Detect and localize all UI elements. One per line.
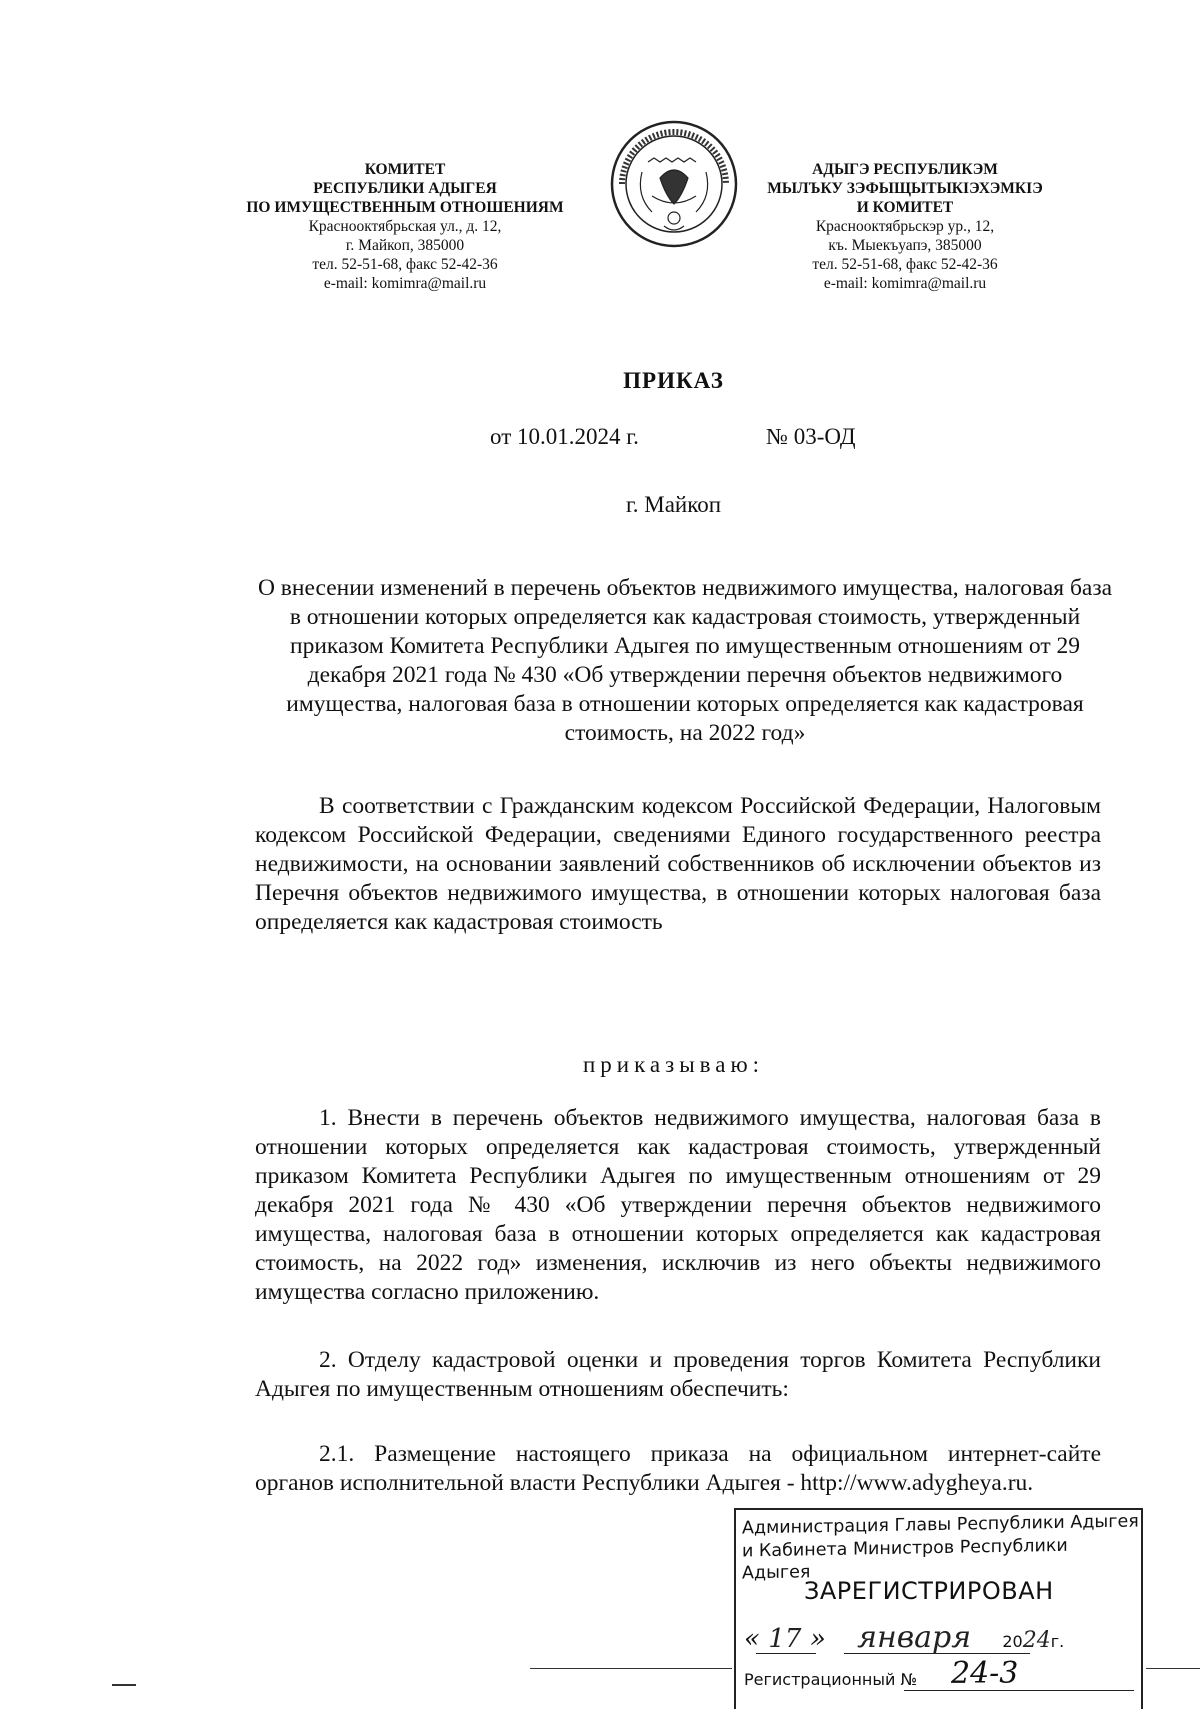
stamp-month: января [857, 1620, 972, 1655]
scan-line [530, 1668, 732, 1669]
header-right-address2: къ. Мыекъуапэ, 385000 [828, 237, 982, 254]
stamp-day: 17 [768, 1624, 802, 1654]
order-word: приказываю: [582, 1052, 765, 1077]
header-right [745, 160, 1065, 293]
document-title: ПРИКАЗ [623, 368, 724, 393]
order-number: № 03-ОД [766, 424, 856, 449]
adygea-coat-of-arms-icon [608, 118, 740, 250]
item-2-text: 2. Отделу кадастровой оценки и проведения торгов Комитета Республики Адыгея по имущественным отношениям обеспечить: [255, 1347, 1101, 1402]
stamp-line2: и Кабинета Министров Республики Адыгея [742, 1535, 1068, 1584]
item-1-paragraph [255, 1104, 1101, 1307]
item-2-paragraph [255, 1346, 1101, 1404]
item-1-text: 1. Внести в перечень объектов недвижимого имущества, налоговая база в отношении которых определяется как кадастровая стоимость, утвержденный приказом Комитета Республики Адыгея по имущественным отношениям от 29 декабря 2021 года № 430 «Об утверждении перечня объектов недвижимого имущества, налоговая база в отношении которых определяется как кадастровая стоимость, на 2022 год» изменения, исключив из него объекты недвижимого имущества согласно приложению. [255, 1105, 1101, 1305]
header-left [230, 160, 580, 293]
stamp-day-underline [756, 1653, 816, 1654]
stamp-year-prefix: 20 [1002, 1632, 1023, 1651]
scan-mark [112, 1684, 136, 1686]
stamp-registered: ЗАРЕГИСТРИРОВАН [804, 1577, 1054, 1605]
stamp-month-underline [844, 1653, 1030, 1654]
stamp-reg-underline [904, 1690, 1134, 1691]
stamp-year-g: г. [1050, 1632, 1065, 1651]
stamp-quote-close: » [809, 1624, 826, 1654]
header-left-address1: Краснооктябрьская ул., д. 12, [308, 218, 502, 235]
order-subject: О внесении изменений в перечень объектов недвижимого имущества, налоговая база в отношении которых определяется как кадастровая стоимость, утвержденный приказом Комитета Республики Адыгея по имущественным отношениям от 29 декабря 2021 года № 430 «Об утверждении перечня объектов недвижимого имущества, налоговая база в отношении которых определяется как кадастровая стоимость, на 2022 год» [257, 575, 1113, 746]
header-left-line1: КОМИТЕТ [364, 161, 446, 178]
stamp-year-suffix: 24 [1022, 1628, 1051, 1653]
header-left-line3: ПО ИМУЩЕСТВЕННЫМ ОТНОШЕНИЯМ [246, 199, 564, 216]
registration-stamp [734, 1508, 1143, 1709]
header-left-address2: г. Майкоп, 385000 [345, 237, 465, 254]
header-right-line3: И КОМИТЕТ [856, 199, 954, 216]
header-right-email: e-mail: komimra@mail.ru [823, 275, 987, 292]
stamp-reg-label: Регистрационный № [744, 1670, 918, 1689]
scan-line-right [1146, 1668, 1200, 1669]
preamble-paragraph [255, 792, 1101, 937]
header-right-phone: тел. 52-51-68, факс 52-42-36 [812, 256, 998, 273]
header-right-line1: АДЫГЭ РЕСПУБЛИКЭМ [812, 161, 998, 178]
header-right-address1: Краснооктябрьскэр ур., 12, [815, 218, 995, 235]
stamp-date [744, 1620, 1134, 1655]
header-right-line2: МЫЛЪКУ ЗЭФЫЩЫТЫКІЭХЭМКІЭ [767, 180, 1043, 197]
order-city: г. Майкоп [625, 492, 722, 517]
item-2-1-paragraph [255, 1440, 1101, 1498]
stamp-line1: Администрация Главы Республики Адыгея [742, 1511, 1139, 1539]
preamble-text: В соответствии с Гражданским кодексом Российской Федерации, Налоговым кодексом Российской Федерации, сведениями Единого государственного реестра недвижимости, на основании заявлений собственников об исключении объектов из Перечня объектов недвижимого имущества, в отношении которых налоговая база определяется как кадастровая стоимость [255, 793, 1101, 935]
order-date: от 10.01.2024 г. [490, 424, 639, 449]
item-2-1-text: 2.1. Размещение настоящего приказа на официальном интернет-сайте органов исполнительной власти Республики Адыгея - http://www.adygheya.ru. [255, 1441, 1101, 1496]
stamp-reg-number: 24-3 [951, 1656, 1019, 1691]
header-left-phone: тел. 52-51-68, факс 52-42-36 [312, 256, 498, 273]
header-left-line2: РЕСПУБЛИКИ АДЫГЕЯ [313, 180, 497, 197]
stamp-quote-open: « [744, 1624, 760, 1654]
header-left-email: e-mail: komimra@mail.ru [323, 275, 487, 292]
